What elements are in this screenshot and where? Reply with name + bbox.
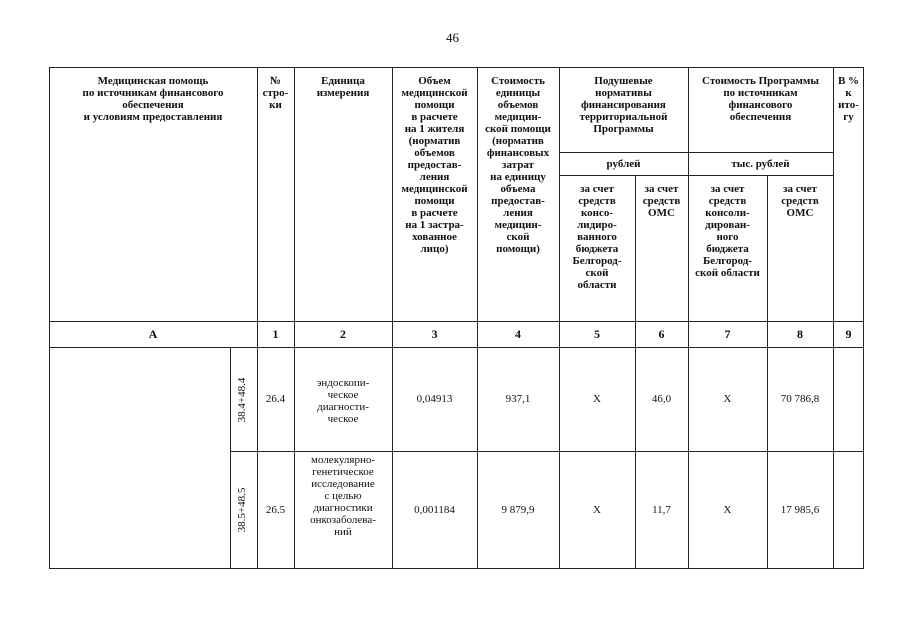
vline-9 — [833, 67, 834, 569]
header-unit-rubles: рублей — [606, 158, 641, 170]
header-col-a: Медицинская помощь по источникам финансового обеспечения и условиям предоставления — [82, 75, 224, 123]
rule-numbering-bottom — [49, 347, 864, 348]
row-cost: 937,1 — [505, 393, 531, 405]
financing-table — [49, 67, 864, 569]
number-col-1: 1 — [272, 327, 279, 341]
number-col-6: 6 — [658, 327, 665, 341]
rule-under-groups — [559, 152, 833, 153]
row-budget-per-capita: Х — [593, 393, 601, 405]
number-col-a: А — [148, 327, 158, 341]
number-col-3: 3 — [431, 327, 438, 341]
row-cost: 9 879,9 — [501, 504, 535, 516]
number-col-7: 7 — [724, 327, 731, 341]
row-oms-per-capita: 46,0 — [651, 393, 672, 405]
header-group-per-capita: Подушевые нормативы финансирования территориальной Программы — [579, 75, 668, 135]
header-col-9: В % к ито- гу — [837, 75, 860, 123]
border-bottom — [49, 568, 864, 569]
row-unit: молекулярно- генетическое исследование с целью диагностики онкозаболева- ний — [310, 454, 376, 538]
header-col-5: за счет средств консо- лидиро- ванного бюджета Белгород- ской области — [572, 183, 622, 291]
row-line-number: 26.5 — [265, 504, 286, 516]
vline-7 — [688, 67, 689, 569]
header-group-program-cost: Стоимость Программы по источникам финансового обеспечения — [702, 75, 819, 123]
row-oms-total: 70 786,8 — [780, 393, 820, 405]
number-col-2: 2 — [340, 327, 346, 341]
row-volume: 0,04913 — [416, 393, 453, 405]
rule-header-bottom — [49, 321, 864, 322]
row-budget-total: Х — [723, 504, 732, 516]
border-top — [49, 67, 864, 68]
vline-side-1 — [230, 347, 231, 569]
header-col-8: за счет средств ОМС — [781, 183, 819, 219]
number-col-5: 5 — [594, 327, 600, 341]
row-side-code: 38.4+48.4 — [236, 377, 248, 423]
row-oms-per-capita: 11,7 — [652, 504, 671, 516]
rule-row-separator — [230, 451, 864, 452]
number-col-8: 8 — [797, 327, 803, 341]
header-col-4: Стоимость единицы объемов медицин- ской помощи (норматив финансовых затрат на единицу объема предостав- ления медицин- ской помощи) — [485, 75, 551, 255]
header-col-1: № стро- ки — [262, 75, 289, 111]
border-right — [863, 67, 864, 569]
header-unit-thousand-rubles: тыс. рублей — [731, 158, 790, 170]
row-budget-total: Х — [723, 393, 732, 405]
header-col-3: Объем медицинской помощи в расчете на 1 жителя (норматив объемов предостав- ления медицинской помощи в расчете на 1 застра- хованное лицо) — [401, 75, 468, 255]
number-col-9: 9 — [845, 327, 852, 341]
row-budget-per-capita: Х — [593, 504, 601, 516]
row-volume: 0,001184 — [414, 504, 455, 516]
row-oms-total: 17 985,6 — [780, 504, 820, 516]
vline-5 — [559, 67, 560, 569]
header-col-6: за счет средств ОМС — [642, 183, 681, 219]
number-col-4: 4 — [515, 327, 521, 341]
page-number: 46 — [446, 30, 459, 45]
border-left — [49, 67, 50, 569]
row-line-number: 26.4 — [265, 393, 286, 405]
row-side-code: 38.5+48.5 — [236, 487, 248, 533]
rule-under-units — [559, 175, 833, 176]
vline-1 — [257, 67, 258, 569]
row-unit: эндоскопи- ческое диагности- ческое — [316, 377, 370, 425]
header-col-7: за счет средств консоли- дирован- ного бюджета Белгород- ской области — [695, 183, 760, 279]
header-col-2: Единица измерения — [316, 75, 370, 99]
